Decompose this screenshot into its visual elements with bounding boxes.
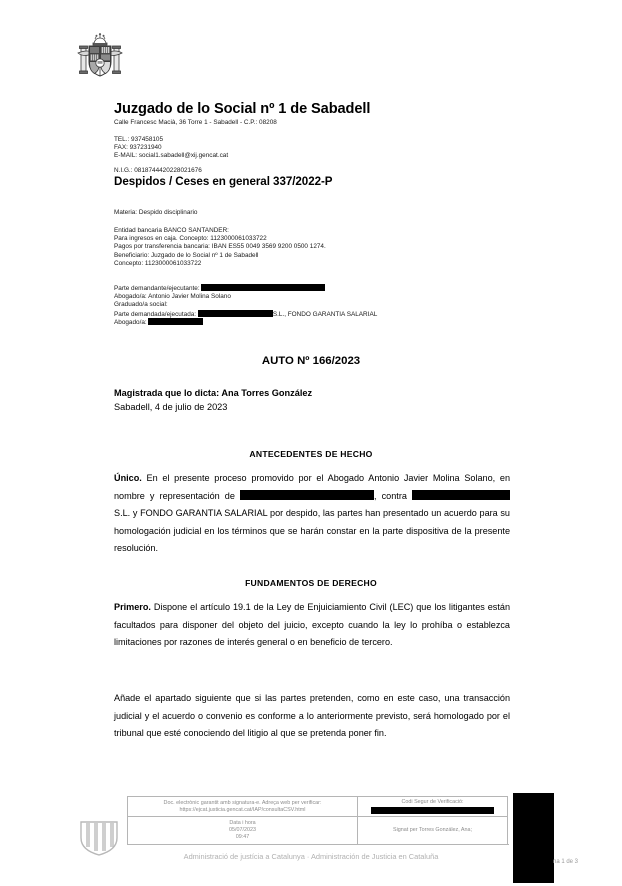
plaintiff-row [114,284,377,293]
paragraph-anade: Añade el apartado siguiente que si las partes pretenden, como en este caso, una transacción judicial y el acuerdo o convenio es conforme a lo anteriormente previsto, será homologado por el tribunal que esté conociendo del litigio al que se pretenda poner fin. [114,693,510,739]
section-heading-antecedentes: ANTECEDENTES DE HECHO [249,449,373,459]
redaction-bar-plaintiff [201,284,325,291]
page-number: na 1 de 3 [553,859,579,865]
redaction-bar-inline-3 [478,490,510,500]
magistrate-line: Magistrada que lo dicta: Ana Torres González [114,388,313,398]
bank-beneficiary: Beneficiario: Juzgado de lo Social nº 1 de Sabadell [114,251,259,259]
datetime-cell [128,817,358,845]
doc-verification-label: Doc. electrònic garantit amb signatura-e. Adreça web per verificar: [163,799,322,806]
generalitat-catalunya-logo-icon [77,820,121,856]
bank-entity: Entidad bancaria BANCO SANTANDER: [114,227,229,234]
bank-concept: Concepto: 1123000061033722 [114,259,202,267]
unico-text-part-3: S.L. y FONDO GARANTIA SALARIAL por despido, las partes han presentado un acuerdo para su homologación judicial en los términos que se harán constar en la parte dispositiva de la presente resolución. [114,508,510,554]
defendant-suffix: S.L., FONDO GARANTIA SALARIAL [272,310,378,318]
primero-text: Dispone el artículo 19.1 de la Ley de Enjuiciamiento Civil (LEC) que los litigantes están facultados para disponer del objeto del juicio, excepto cuando la ley lo prohíba o establezca limitaciones por razones de interés general o en beneficio de tercero. [114,602,510,648]
signature-date: 05/07/2023 [229,827,256,833]
primero-label: Primero. [114,602,151,612]
court-address: Calle Francesc Macià, 36 Torre 1 - Sabadell - C.P.: 08208 [114,119,277,126]
paragraph-primero [114,599,510,652]
procedure-title: Despidos / Ceses en general 337/2022-P [114,175,333,188]
redaction-bar-csv [371,807,494,814]
redaction-bar-inline-1 [240,490,374,500]
redaction-bar-edge [513,793,554,883]
defendant-row [114,310,377,319]
place-and-date: Sabadell, 4 de julio de 2023 [114,402,228,412]
unico-text-part-2: , contra [374,490,412,501]
parties-block [114,284,377,327]
section-heading-fundamentos: FUNDAMENTOS DE DERECHO [245,578,377,588]
court-title: Juzgado de lo Social nº 1 de Sabadell [114,101,371,117]
defendant-lawyer-label: Abogado/a: [114,319,147,327]
doc-verification-url[interactable]: https://ejcat.justicia.gencat.cat/IAP/consultaCSV.html [179,806,306,813]
doc-verification-cell [128,797,358,817]
paragraph-unico [114,470,510,558]
csv-cell [358,797,508,817]
defendant-label: Parte demandada/ejecutada: [114,310,197,318]
bank-details-block [114,227,326,268]
court-contact-block [114,136,228,161]
redaction-bar-defendant-lawyer [148,318,203,325]
bank-transfer-iban: Pagos por transferencia bancaria: IBAN ES55 0049 3569 9200 0500 1274. [114,243,326,251]
spanish-coat-of-arms-icon [76,31,124,85]
datetime-label: Data i hora [229,820,256,826]
redaction-bar-defendant [198,310,273,317]
unico-text-part-1: En el presente proceso promovido por el Abogado Antonio Javier Molina Solano, en nombre y representación de [114,473,510,501]
unico-label: Único. [114,473,142,483]
subject-matter: Materia: Despido disciplinario [114,209,198,216]
court-telephone: TEL.: 937458105 [114,136,164,143]
administration-note: Administració de justícia a Catalunya · Administración de Justicia en Cataluña [183,852,439,861]
defendant-lawyer-row [114,318,377,327]
verification-table [127,796,508,845]
plaintiff-label: Parte demandante/ejecutante: [114,285,200,292]
court-email: E-MAIL: social1.sabadell@xij.gencat.cat [114,152,229,160]
redaction-bar-inline-2 [412,490,478,500]
social-graduate-row: Graduado/a social: [114,301,168,309]
court-fax: FAX: 937231940 [114,144,162,152]
plaintiff-lawyer-row: Abogado/a: Antonio Javier Molina Solano [114,292,231,300]
signed-by-cell: Signat per Torres González, Ana; [358,817,508,845]
auto-number-title: AUTO Nº 166/2023 [261,355,361,367]
verification-data-row [128,817,508,845]
signature-time: 09:47 [235,834,250,840]
bank-cash-deposit: Para ingresos en caja. Concepto: 1123000061033722 [114,235,267,243]
csv-label: Codi Segur de Verificació: [401,798,464,805]
verification-header-row [128,797,508,817]
nig-number: N.I.G.: 0818744420228021676 [114,167,202,174]
